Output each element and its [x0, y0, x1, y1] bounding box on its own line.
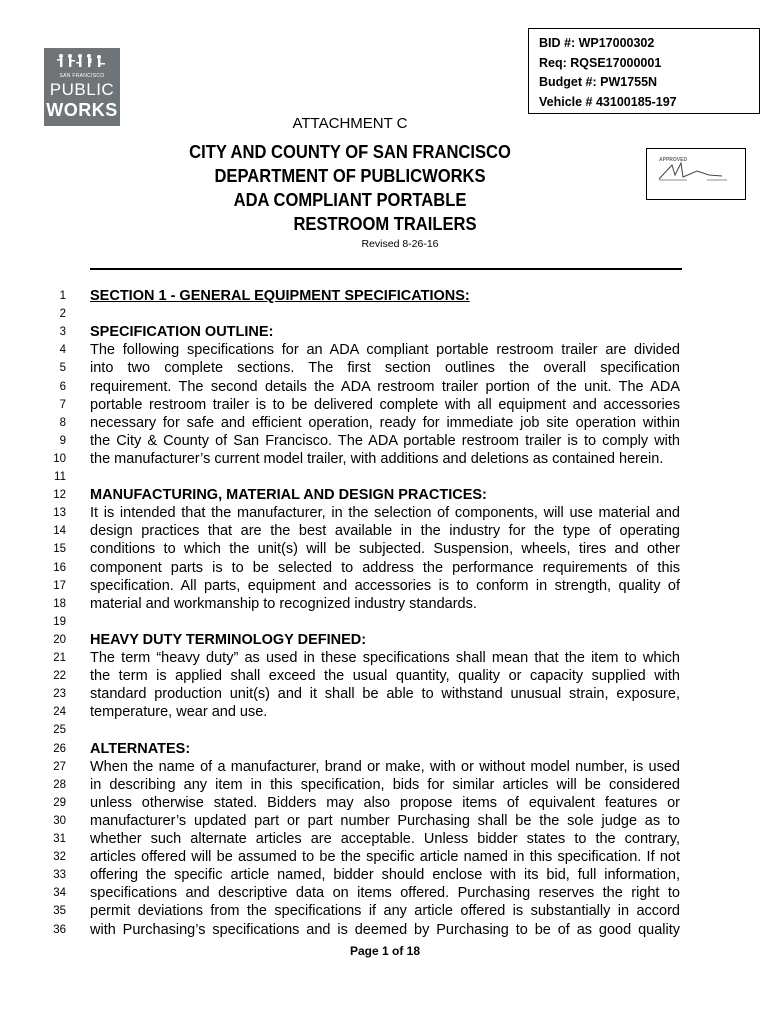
text-line	[0, 703, 770, 721]
line-number: 35	[53, 905, 66, 918]
section-heading: MANUFACTURING, MATERIAL AND DESIGN PRACTICES:	[90, 487, 487, 504]
line-number: 10	[53, 452, 66, 465]
line-number: 36	[53, 923, 66, 936]
text-line	[0, 830, 770, 848]
text-line	[0, 758, 770, 776]
logo-line1: PUBLIC	[49, 80, 115, 99]
body-text: with Purchasing’s specifications and is deemed by Purchasing to be of as good quality	[90, 921, 680, 938]
body-text: When the name of a manufacturer, brand or make, with or without model number, is used	[90, 758, 680, 775]
body-text: offering the specific article named, bidder should enclose with its bid, full information,	[90, 867, 680, 884]
line-number: 26	[53, 742, 66, 755]
line-number: 30	[53, 814, 66, 827]
public-works-logo	[44, 48, 120, 126]
text-line	[0, 341, 770, 359]
section-heading: SECTION 1 - GENERAL EQUIPMENT SPECIFICATIONS:	[90, 288, 470, 304]
line-number: 20	[53, 633, 66, 646]
text-line	[0, 848, 770, 866]
body-text: requirement. The second details the ADA restroom trailer portion of the unit. The ADA	[90, 378, 680, 395]
line-number: 24	[53, 706, 66, 719]
line-number: 23	[53, 688, 66, 701]
text-line	[0, 432, 770, 450]
title-line-2: DEPARTMENT OF PUBLICWORKS	[214, 166, 486, 186]
line-number: 9	[59, 434, 66, 447]
text-line	[0, 812, 770, 830]
header-rule	[90, 268, 682, 270]
body-text: manufacturer’s updated part or part number Purchasing shall be the sole judge as to	[90, 812, 680, 829]
logo-top-text: SAN FRANCISCO	[59, 73, 105, 79]
line-number: 5	[59, 362, 66, 375]
text-line	[0, 486, 770, 504]
title-line-4: RESTROOM TRAILERS	[293, 214, 477, 234]
text-line	[0, 794, 770, 812]
section-heading: SPECIFICATION OUTLINE:	[90, 324, 274, 341]
line-number: 25	[53, 724, 66, 737]
body-text: whether such alternate articles are acceptable. Unless bidder states to the contrary,	[90, 831, 680, 847]
title-line-1: CITY AND COUNTY OF SAN FRANCISCO	[189, 142, 511, 162]
text-line	[0, 577, 770, 595]
text-line	[0, 305, 770, 323]
line-number: 29	[53, 796, 66, 809]
text-line	[0, 287, 770, 305]
text-line	[0, 921, 770, 939]
line-number: 1	[59, 290, 66, 302]
line-number: 19	[53, 615, 66, 628]
line-number: 2	[59, 308, 66, 321]
line-number: 11	[54, 471, 66, 483]
line-number: 28	[53, 778, 66, 791]
line-number: 21	[53, 652, 66, 664]
text-line	[0, 740, 770, 758]
text-line	[0, 504, 770, 522]
line-number: 34	[53, 887, 66, 900]
text-line	[0, 631, 770, 649]
line-number: 6	[59, 380, 66, 393]
text-line	[0, 595, 770, 613]
line-number: 12	[53, 489, 66, 502]
line-number: 3	[59, 326, 66, 339]
body-text: unless otherwise stated. Bidders may also propose items of equivalent features or	[90, 794, 680, 811]
body-text: the term is applied shall exceed the usual quantity, quality or capacity supplied with	[90, 668, 680, 685]
text-line	[0, 667, 770, 685]
text-line	[0, 776, 770, 794]
text-line	[0, 450, 770, 468]
section-heading: HEAVY DUTY TERMINOLOGY DEFINED:	[90, 631, 367, 648]
line-number: 16	[53, 561, 66, 574]
body-text: articles offered will be assumed to be the specific article named in this specification. If not	[90, 849, 680, 866]
text-line	[0, 866, 770, 884]
line-number: 18	[53, 597, 66, 610]
attachment-label: ATTACHMENT C	[292, 115, 408, 132]
text-line	[0, 685, 770, 703]
body-text: the manufacturer’s current model trailer, with additions and deletions as contained herein.	[90, 450, 664, 467]
bid-number: BID #: WP17000302	[539, 36, 655, 50]
body-text: It is intended that the manufacturer, in the selection of components, will use material and	[90, 505, 680, 522]
line-number: 7	[59, 398, 66, 411]
body-text: standard production unit(s) and it shall be able to withstand unusual strain, exposure,	[90, 686, 680, 703]
page-number: Page 1 of 18	[349, 944, 421, 958]
text-line	[0, 540, 770, 558]
text-line	[0, 359, 770, 377]
body-text: into two complete sections. The first section outlines the overall specification	[90, 360, 680, 377]
body-text: permit deviations from the specifications if any article offered is substantially in accord	[90, 903, 680, 920]
body-text: necessary for safe and efficient operation, ready for immediate job site operation within	[90, 414, 680, 431]
body-text: temperature, wear and use.	[90, 704, 268, 721]
line-number: 27	[53, 760, 66, 773]
text-line	[0, 414, 770, 432]
people-silhouettes-icon	[56, 53, 108, 71]
stamp-label: APPROVED	[659, 157, 688, 163]
text-line	[0, 396, 770, 414]
body-text: component parts is to be selected to address the performance requirements of this	[90, 559, 680, 576]
line-number: 14	[53, 525, 66, 538]
approval-signature-icon	[647, 149, 745, 199]
revised-date: Revised 8-26-16	[361, 238, 439, 250]
section-heading: ALTERNATES:	[90, 740, 191, 757]
text-line	[0, 902, 770, 920]
budget-number: Budget #: PW1755N	[539, 75, 658, 89]
logo-line2: WORKS	[46, 100, 118, 120]
vehicle-number: Vehicle # 43100185-197	[539, 94, 677, 109]
text-line	[0, 378, 770, 396]
line-number: 31	[53, 833, 66, 845]
body-text: the City & County of San Francisco. The ADA portable restroom trailer is to comply with	[90, 432, 680, 449]
text-line	[0, 468, 770, 486]
line-number: 8	[59, 416, 66, 429]
text-line	[0, 884, 770, 902]
body-text: conditions to which the unit(s) will be subjected. Suspension, wheels, tires and other	[90, 541, 680, 558]
body-text: portable restroom trailer is to be delivered complete with all equipment and accessories	[90, 396, 680, 413]
line-number: 15	[53, 543, 66, 556]
body-text: The following specifications for an ADA compliant portable restroom trailer are divided	[90, 342, 680, 359]
bid-info-box	[528, 28, 760, 114]
body-text: specification. All parts, equipment and accessories is to conform in strength, quality of	[90, 577, 680, 594]
line-number: 4	[59, 344, 66, 357]
line-number: 32	[53, 851, 66, 864]
body-text: design practices that are the best available in the industry for the type of operating	[90, 523, 680, 540]
line-number: 13	[53, 507, 66, 520]
text-line	[0, 721, 770, 739]
line-number: 17	[53, 579, 66, 592]
approved-stamp	[646, 148, 746, 200]
text-line	[0, 559, 770, 577]
body-text: in describing any item in this specification, bids for similar articles will be considered	[90, 776, 680, 793]
line-number: 33	[53, 869, 66, 882]
body-text: material and workmanship to recognized industry standards.	[90, 595, 477, 612]
body-text: specifications and descriptive data on items offered. Purchasing reserves the right to	[90, 885, 680, 902]
text-line	[0, 613, 770, 631]
line-number: 22	[53, 670, 66, 683]
text-line	[0, 522, 770, 540]
title-line-3: ADA COMPLIANT PORTABLE	[233, 190, 467, 210]
text-line	[0, 649, 770, 667]
req-number: Req: RQSE17000001	[539, 55, 662, 70]
text-line	[0, 323, 770, 341]
body-text: The term “heavy duty” as used in these specifications shall mean that the item to which	[90, 650, 680, 666]
